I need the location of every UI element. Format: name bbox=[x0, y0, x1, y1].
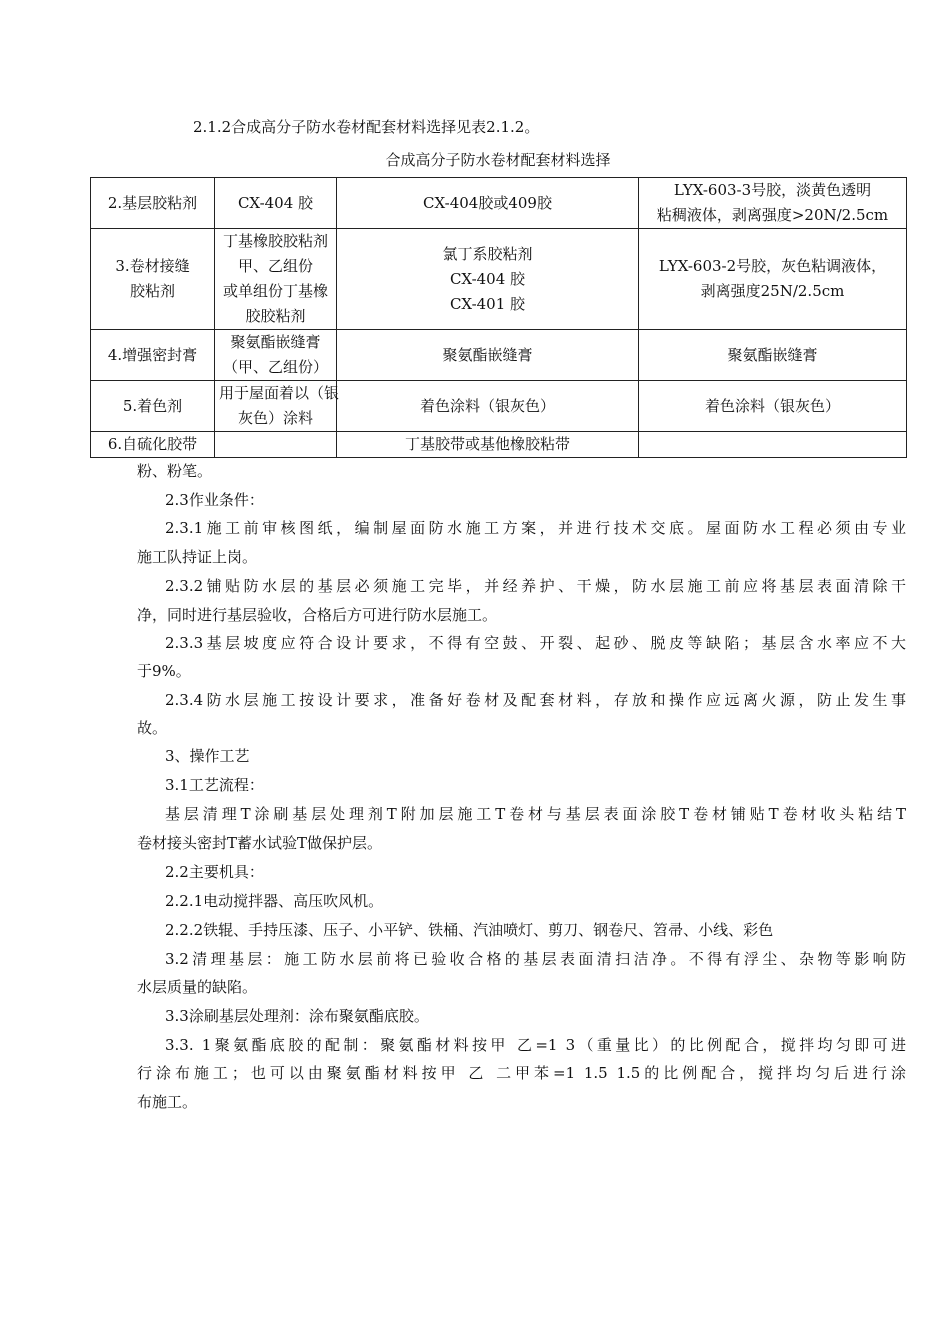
intro-text: 2.1.2合成高分子防水卷材配套材料选择见表2.1.2。 bbox=[193, 118, 540, 136]
paragraph-line: 2.3.1施工前审核图纸，编制屋面防水施工方案，并进行技术交底。屋面防水工程必须由专业 bbox=[165, 519, 906, 537]
paragraph-line: 施工队持证上岗。 bbox=[137, 548, 258, 566]
paragraph-line: 2.3.2铺贴防水层的基层必须施工完毕，并经养护、干燥，防水层施工前应将基层表面清除干 bbox=[165, 577, 906, 595]
item-name-cell: 6.自硫化胶带 bbox=[91, 432, 215, 458]
item-name-cell: 2.基层胶粘剂 bbox=[91, 178, 215, 229]
option1-cell: CX-404 胶 bbox=[215, 178, 337, 229]
paragraph-line: 基层清理T涂刷基层处理剂T附加层施工T卷材与基层表面涂胶T卷材铺贴T卷材收头粘结T bbox=[165, 805, 906, 823]
paragraph-line: 2.3作业条件： bbox=[165, 491, 264, 509]
option2-cell: 丁基胶带或基他橡胶粘带 bbox=[337, 432, 639, 458]
item-name-cell: 4.增强密封膏 bbox=[91, 330, 215, 381]
paragraph-line: 故。 bbox=[137, 719, 168, 737]
paragraph-line: 粉、粉笔。 bbox=[137, 462, 213, 480]
materials-table bbox=[90, 177, 907, 458]
option1-cell: 丁基橡胶胶粘剂 甲、乙组份 或单组份丁基橡 胶胶粘剂 bbox=[215, 229, 337, 330]
option1-cell: 聚氨酯嵌缝膏 （甲、乙组份） bbox=[215, 330, 337, 381]
paragraph-line: 2.3.4防水层施工按设计要求，准备好卷材及配套材料，存放和操作应远离火源，防止发生事 bbox=[165, 691, 906, 709]
option3-cell: LYX-603-3号胶，淡黄色透明 粘稠液体，剥离强度>20N/2.5cm bbox=[639, 178, 907, 229]
option2-cell: 着色涂料（银灰色） bbox=[337, 381, 639, 432]
table-row bbox=[91, 381, 907, 432]
table-row bbox=[91, 330, 907, 381]
paragraph-line: 3.1工艺流程： bbox=[165, 776, 264, 794]
option2-cell: CX-404胶或409胶 bbox=[337, 178, 639, 229]
option2-cell: 氯丁系胶粘剂 CX-404 胶 CX-401 胶 bbox=[337, 229, 639, 330]
table-row bbox=[91, 178, 907, 229]
paragraph-line: 行涂布施工；也可以由聚氨酯材料按甲 乙 二甲苯=1 1.5 1.5的比例配合，搅拌均匀后进行涂 bbox=[137, 1064, 906, 1082]
paragraph-line: 3.2清理基层：施工防水层前将已验收合格的基层表面清扫洁净。不得有浮尘、杂物等影响防 bbox=[165, 950, 906, 968]
item-name-cell: 3.卷材接缝 胶粘剂 bbox=[91, 229, 215, 330]
paragraph-line: 2.2.2铁辊、手持压漆、压子、小平铲、铁桶、汽油喷灯、剪刀、钢卷尺、笤帚、小线、彩色 bbox=[165, 921, 774, 939]
table-caption: 合成高分子防水卷材配套材料选择 bbox=[385, 151, 611, 169]
paragraph-line: 2.2.1电动搅拌器、高压吹风机。 bbox=[165, 892, 384, 910]
table-row bbox=[91, 229, 907, 330]
paragraph-line: 布施工。 bbox=[137, 1093, 198, 1111]
paragraph-line: 2.3.3基层坡度应符合设计要求，不得有空鼓、开裂、起砂、脱皮等缺陷；基层含水率应不大 bbox=[165, 634, 906, 652]
option3-cell: 着色涂料（银灰色） bbox=[639, 381, 907, 432]
paragraph-line: 于9%。 bbox=[137, 662, 191, 680]
item-name-cell: 5.着色剂 bbox=[91, 381, 215, 432]
option2-cell: 聚氨酯嵌缝膏 bbox=[337, 330, 639, 381]
paragraph-line: 2.2主要机具： bbox=[165, 863, 264, 881]
option3-cell bbox=[639, 432, 907, 458]
option3-cell: 聚氨酯嵌缝膏 bbox=[639, 330, 907, 381]
paragraph-line: 3.3涂刷基层处理剂：涂布聚氨酯底胶。 bbox=[165, 1007, 429, 1025]
table-row bbox=[91, 432, 907, 458]
paragraph-line: 3、操作工艺 bbox=[165, 747, 250, 765]
option1-cell: 用于屋面着以（银 灰色）涂料 bbox=[215, 381, 337, 432]
paragraph-line: 卷材接头密封T蓄水试验T做保护层。 bbox=[137, 834, 383, 852]
option1-cell bbox=[215, 432, 337, 458]
paragraph-line: 净，同时进行基层验收，合格后方可进行防水层施工。 bbox=[137, 606, 498, 624]
paragraph-line: 3.3. 1聚氨酯底胶的配制：聚氨酯材料按甲 乙=1 3（重量比）的比例配合，搅拌均匀即可进 bbox=[165, 1036, 906, 1054]
paragraph-line: 水层质量的缺陷。 bbox=[137, 978, 258, 996]
option3-cell: LYX-603-2号胶，灰色粘调液体， 剥离强度25N/2.5cm bbox=[639, 229, 907, 330]
